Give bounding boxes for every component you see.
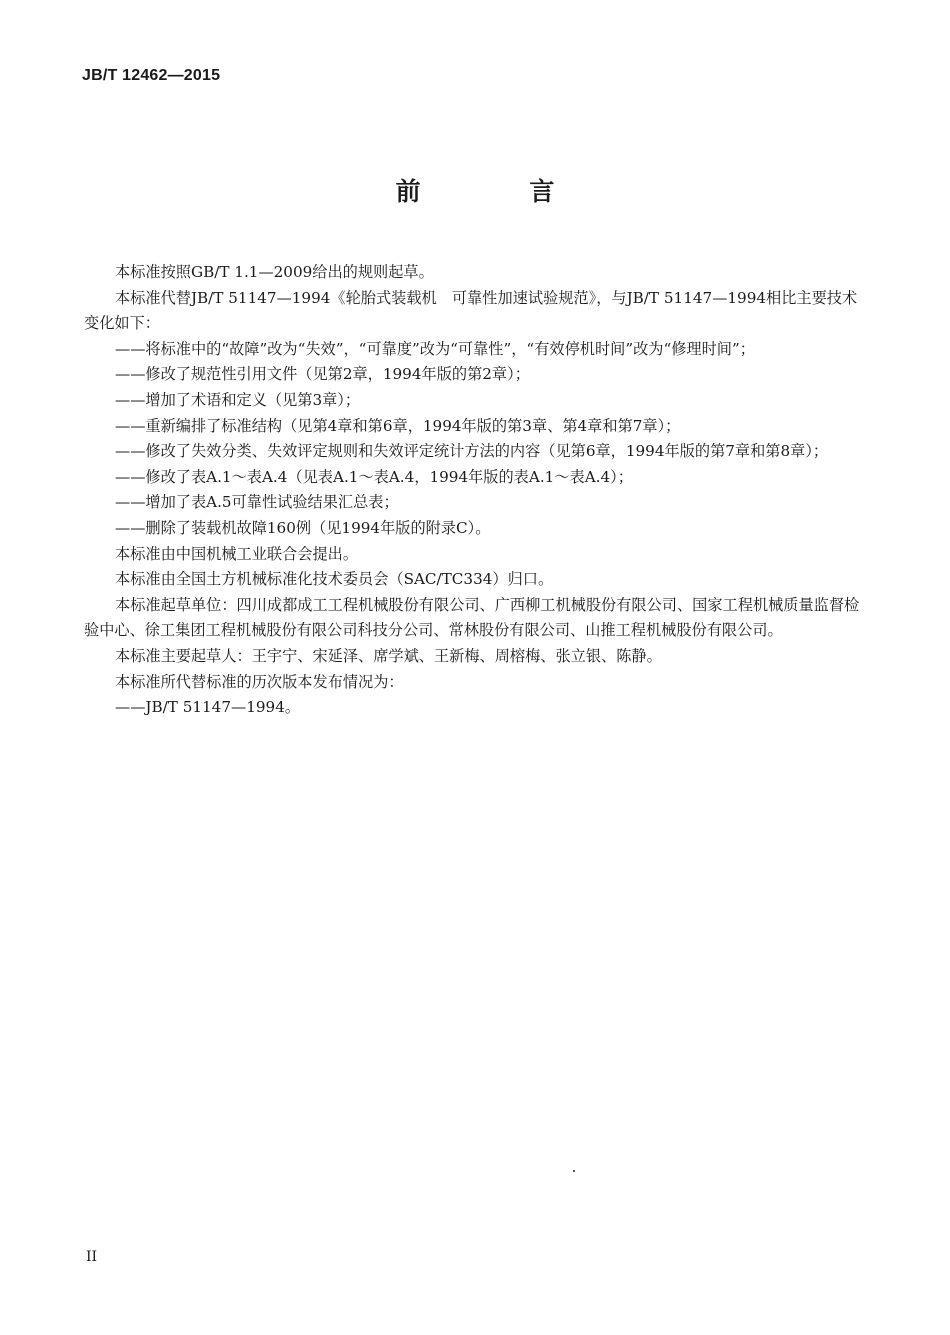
- paragraph-drafting-units: 本标准起草单位：四川成都成工工程机械股份有限公司、广西柳工机械股份有限公司、国家工程机械质量监督检验中心、徐工集团工程机械股份有限公司科技分公司、常林股份有限公司、山推工程机械股份有限公司。: [84, 595, 860, 640]
- paragraph-drafting-rules: 本标准按照GB/T 1.1—2009给出的规则起草。: [115, 263, 434, 281]
- standard-number: JB/T 12462—2015: [82, 67, 221, 84]
- change-item: ——修改了表A.1～表A.4（见表A.1～表A.4，1994年版的表A.1～表A.4）；: [115, 467, 633, 486]
- paragraph-replacement: 本标准代替JB/T 51147—1994《轮胎式装载机 可靠性加速试验规范》，与JB/T 51147—1994相比主要技术变化如下：: [84, 288, 858, 333]
- change-item: ——将标准中的“故障”改为“失效”，“可靠度”改为“可靠性”，“有效停机时间”改为“修理时间”；: [115, 339, 755, 358]
- foreword-body: [84, 260, 864, 721]
- paragraph-proposer: 本标准由中国机械工业联合会提出。: [115, 544, 358, 563]
- paragraph-committee: 本标准由全国土方机械标准化技术委员会（SAC/TC334）归口。: [115, 570, 554, 589]
- paragraph-history: 本标准所代替标准的历次版本发布情况为：: [115, 672, 404, 691]
- paragraph-drafters: 本标准主要起草人：王宇宁、宋延泽、席学斌、王新梅、周榕梅、张立银、陈静。: [115, 646, 662, 665]
- change-item: ——删除了装载机故障160例（见1994年版的附录C）。: [115, 518, 491, 537]
- change-item: ——重新编排了标准结构（见第4章和第6章，1994年版的第3章、第4章和第7章）；: [115, 416, 681, 435]
- change-item: ——修改了失效分类、失效评定规则和失效评定统计方法的内容（见第6章，1994年版的第7章和第8章）；: [115, 442, 829, 461]
- page-number: II: [86, 1249, 98, 1265]
- change-item: ——增加了表A.5可靠性试验结果汇总表；: [115, 493, 399, 512]
- history-item: ——JB/T 51147—1994。: [115, 698, 301, 717]
- change-item: ——增加了术语和定义（见第3章）；: [115, 390, 361, 409]
- change-item: ——修改了规范性引用文件（见第2章，1994年版的第2章）；: [115, 365, 530, 384]
- scan-speck: [573, 1170, 575, 1172]
- page-title: 前 言: [395, 177, 605, 206]
